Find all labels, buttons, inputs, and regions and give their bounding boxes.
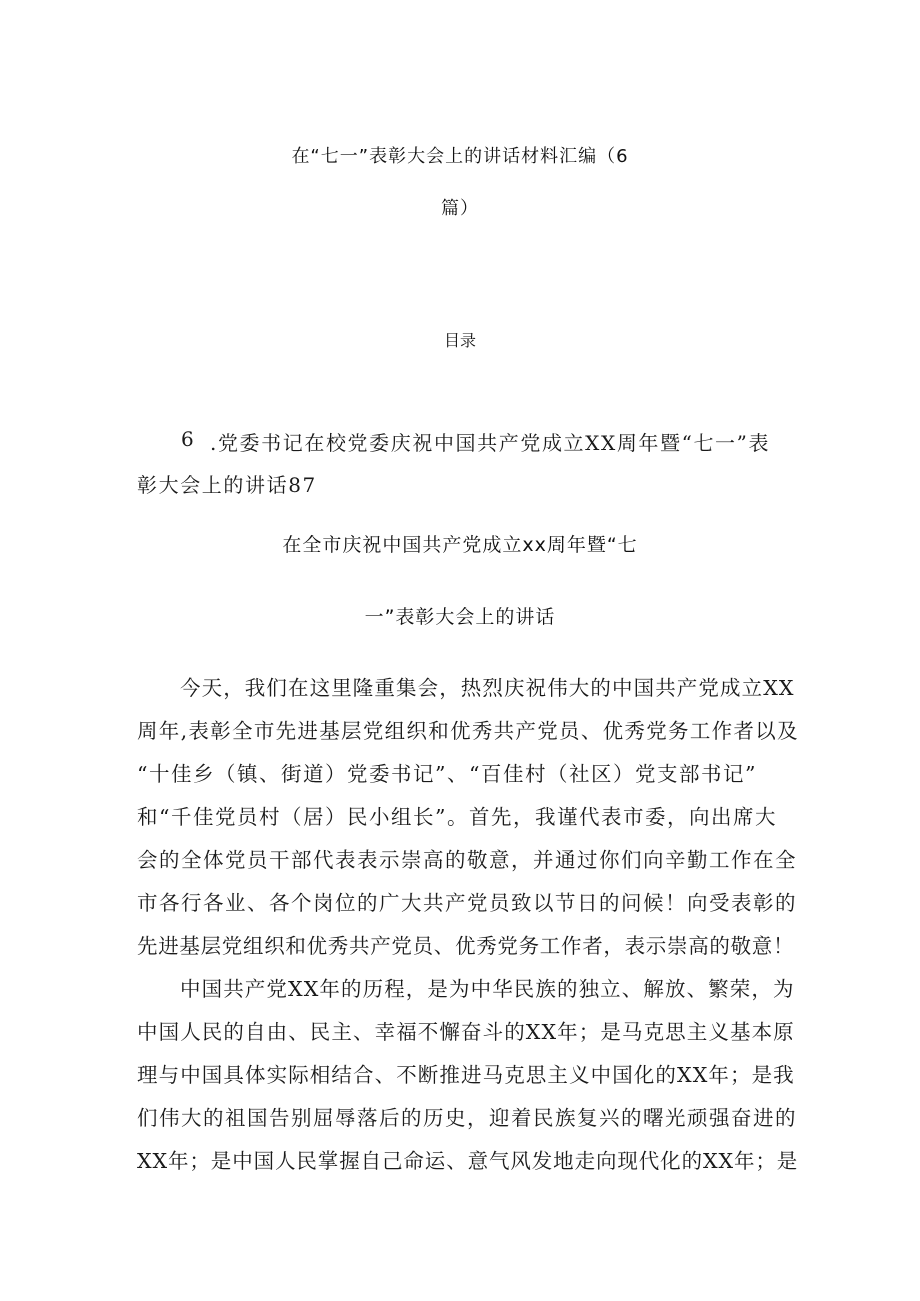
paragraph-1-line: 先进基层党组织和优秀共产党员、优秀党务工作者，表示崇高的敬意！ xyxy=(137,934,795,958)
paragraph-1-line: 今天，我们在这里隆重集会，热烈庆祝伟大的中国共产党成立XX xyxy=(180,676,795,700)
toc-entry-line-2[interactable]: 彰大会上的讲话87 xyxy=(137,473,317,497)
paragraph-2-line: 理与中国具体实际相结合、不断推进马克思主义中国化的XX年；是我 xyxy=(137,1063,795,1087)
paragraph-2-line: 中国人民的自由、民主、幸福不懈奋斗的XX年；是马克思主义基本原 xyxy=(137,1020,795,1044)
paragraph-1-line: “十佳乡（镇、街道）党委书记”、“百佳村（社区）党支部书记” xyxy=(137,762,757,786)
toc-heading: 目录 xyxy=(443,331,476,350)
toc-entry-number: 6 xyxy=(181,427,196,451)
document-title-line-2: 篇） xyxy=(441,198,479,219)
paragraph-2-line: XX年；是中国人民掌握自己命运、意气风发地走向现代化的XX年；是 xyxy=(137,1149,799,1173)
paragraph-1-line: 市各行各业、各个岗位的广大共产党员致以节日的问候！向受表彰的 xyxy=(137,891,797,915)
speech-title-line-1: 在全市庆祝中国共产党成立xx周年暨“七 xyxy=(282,534,638,556)
paragraph-2-line: 中国共产党XX年的历程，是为中华民族的独立、解放、繁荣，为 xyxy=(180,977,795,1001)
toc-entry-line-1[interactable]: .党委书记在校党委庆祝中国共产党成立XX周年暨“七一”表 xyxy=(210,431,771,455)
paragraph-1-line: 周年,表彰全市先进基层党组织和优秀共产党员、优秀党务工作者以及 xyxy=(137,719,799,743)
paragraph-1-line: 和“千佳党员村（居）民小组长”。首先，我谨代表市委，向出席大 xyxy=(137,805,777,829)
document-title-line-1: 在“七一”表彰大会上的讲话材料汇编（6 xyxy=(291,146,629,167)
paragraph-1-line: 会的全体党员干部代表表示崇高的敬意，并通过你们向辛勤工作在全 xyxy=(137,848,797,872)
paragraph-2-line: 们伟大的祖国告别屈辱落后的历史，迎着民族复兴的曙光顽强奋进的 xyxy=(137,1106,797,1130)
speech-title-line-2: 一”表彰大会上的讲话 xyxy=(364,606,556,628)
